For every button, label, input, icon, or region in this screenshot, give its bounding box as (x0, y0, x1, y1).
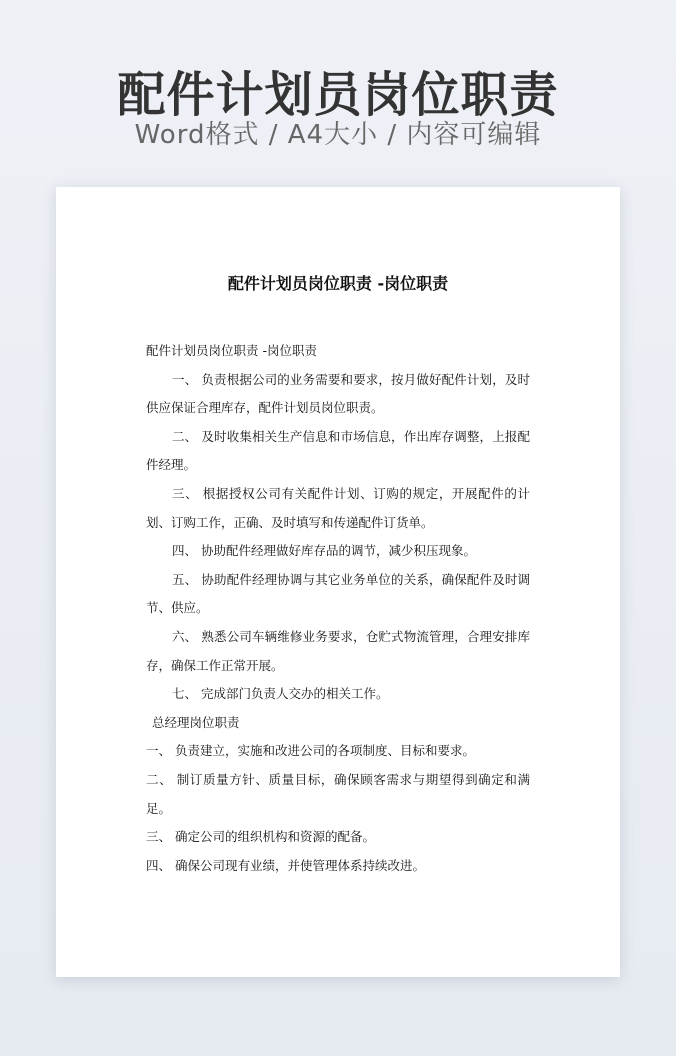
paragraph: 二、 及时收集相关生产信息和市场信息，作出库存调整，上报配件经理。 (146, 428, 530, 473)
document-body (146, 337, 530, 880)
paragraph: 四、 确保公司现有业绩，并使管理体系持续改进。 (146, 857, 425, 873)
document-title: 配件计划员岗位职责 -岗位职责 (227, 274, 449, 293)
paragraph: 一、 负责建立，实施和改进公司的各项制度、目标和要求。 (146, 743, 475, 759)
paragraph: 六、 熟悉公司车辆维修业务要求，仓贮式物流管理，合理安排库存，确保工作正常开展。 (146, 628, 530, 673)
paragraph: 二、 制订质量方针、质量目标，确保顾客需求与期望得到确定和满足。 (146, 771, 530, 816)
document-page (56, 187, 620, 977)
banner (0, 0, 676, 180)
paragraph-heading: 总经理岗位职责 (152, 714, 240, 730)
banner-title: 配件计划员岗位职责 (117, 67, 559, 123)
paragraph: 三、 根据授权公司有关配件计划、订购的规定，开展配件的计划、订购工作，正确、及时填写和传递配件订货单。 (146, 485, 530, 530)
paragraph-heading: 配件计划员岗位职责 -岗位职责 (146, 343, 317, 358)
paragraph: 四、 协助配件经理做好库存品的调节，减少积压现象。 (172, 543, 476, 559)
paragraph: 三、 确定公司的组织机构和资源的配备。 (146, 829, 375, 845)
banner-subtitle: Word格式 / A4大小 / 内容可编辑 (134, 120, 542, 150)
paragraph: 七、 完成部门负责人交办的相关工作。 (172, 686, 389, 702)
paragraph: 五、 协助配件经理协调与其它业务单位的关系，确保配件及时调节、供应。 (146, 571, 530, 616)
paragraph: 一、 负责根据公司的业务需要和要求，按月做好配件计划，及时供应保证合理库存，配件计划员岗位职责。 (146, 371, 530, 416)
